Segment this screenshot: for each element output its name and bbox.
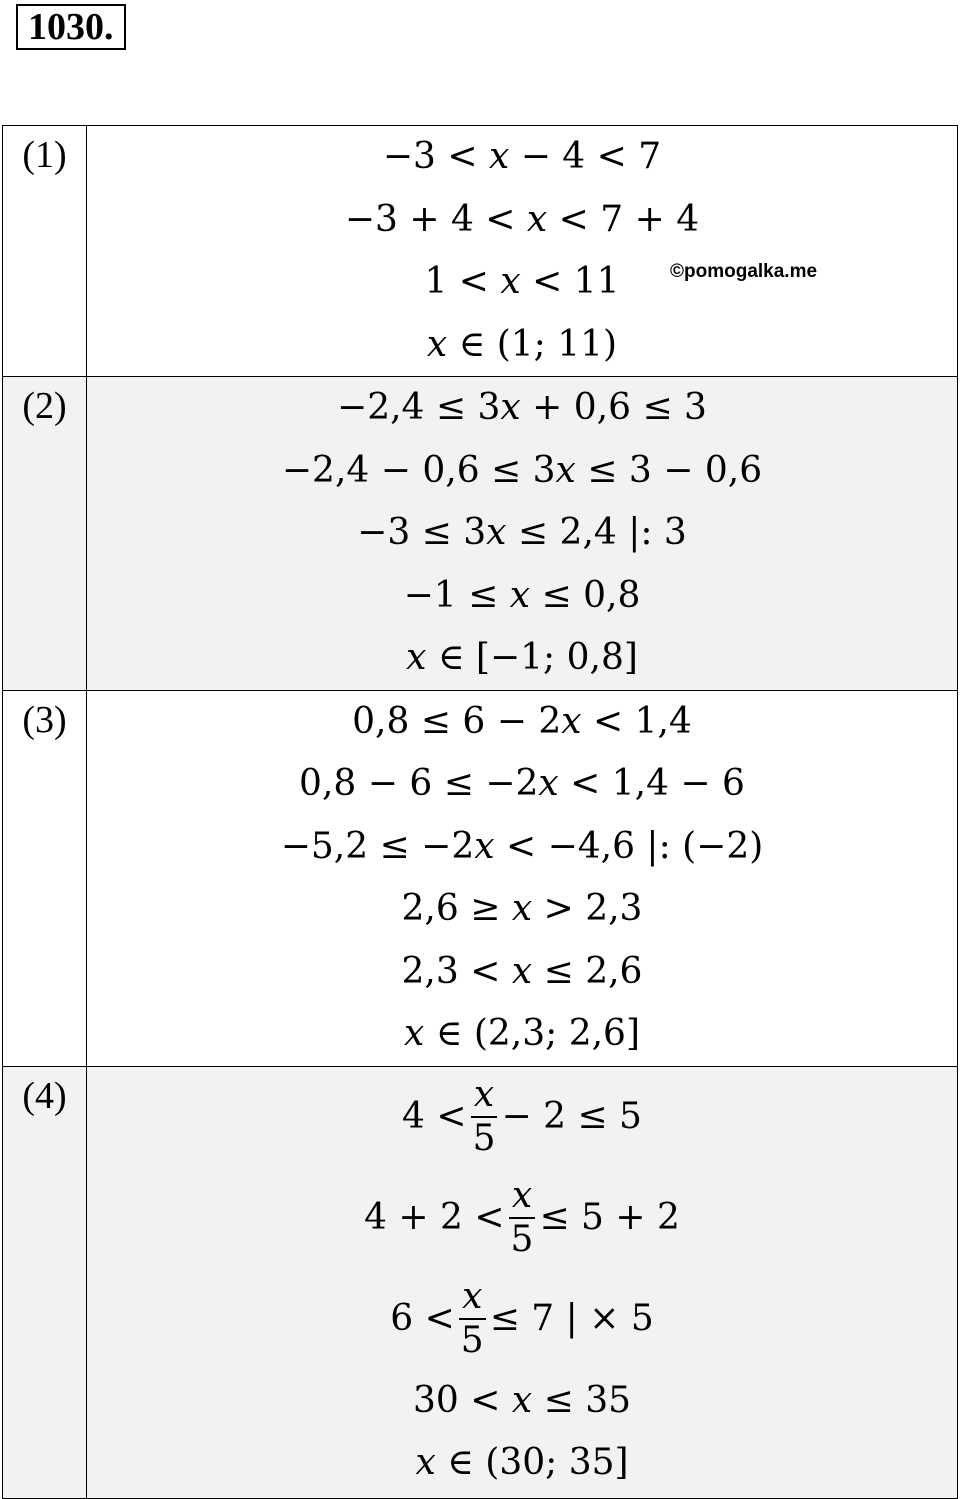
math-line: 2,3 < 𝑥 ≤ 2,6 — [401, 950, 643, 992]
math-line: 𝑥 ∈ (30; 35] — [415, 1442, 629, 1483]
math-line: 0,8 − 6 ≤ −2𝑥 < 1,4 − 6 — [299, 763, 745, 804]
expr-right: ≤ 7 | × 5 — [489, 1297, 654, 1339]
fraction-numerator: 𝑥 — [462, 1276, 483, 1317]
math-line-fraction — [87, 1269, 957, 1370]
fraction-denominator: 5 — [472, 1118, 496, 1159]
math-line: −3 + 4 < 𝑥 < 7 + 4 — [344, 198, 700, 240]
expr-right: − 2 ≤ 5 — [501, 1095, 642, 1137]
solution-row-3 — [3, 690, 958, 1066]
math-line: −2,4 ≤ 3𝑥 + 0,6 ≤ 3 — [337, 387, 707, 428]
fraction — [459, 1276, 486, 1361]
solution-row-4 — [3, 1066, 958, 1498]
fraction-denominator: 5 — [510, 1219, 534, 1260]
math-line-fraction — [87, 1067, 957, 1168]
math-line-fraction — [87, 1168, 957, 1269]
math-line: 2,6 ≥ 𝑥 > 2,3 — [401, 888, 643, 929]
math-line: −2,4 − 0,6 ≤ 3𝑥 ≤ 3 − 0,6 — [281, 449, 763, 491]
math-line: −3 ≤ 3𝑥 ≤ 2,4 |: 3 — [357, 512, 687, 553]
math-line: 𝑥 ∈ (1; 11) — [426, 323, 618, 365]
expr-left: 6 < — [390, 1297, 455, 1339]
row-label: (2) — [3, 377, 87, 691]
fraction-numerator: 𝑥 — [473, 1074, 495, 1115]
fraction — [471, 1074, 498, 1159]
math-line: 𝑥 ∈ (2,3; 2,6] — [403, 1013, 640, 1054]
math-line: 𝑥 ∈ [−1; 0,8] — [406, 637, 638, 678]
row-label: (1) — [3, 126, 87, 377]
expr-left: 4 < — [402, 1095, 467, 1137]
fraction-denominator: 5 — [460, 1320, 484, 1361]
problem-number — [16, 4, 126, 50]
fraction-numerator: 𝑥 — [511, 1175, 533, 1216]
fraction — [509, 1175, 536, 1260]
math-line: 30 < 𝑥 ≤ 35 — [412, 1379, 632, 1421]
math-line: 1 < 𝑥 < 11 — [424, 261, 620, 302]
row-work — [87, 377, 958, 691]
row-work — [87, 690, 958, 1066]
math-line: −3 < 𝑥 − 4 < 7 — [382, 136, 662, 177]
solution-row-1 — [3, 126, 958, 377]
row-work — [87, 1066, 958, 1498]
math-line: −1 ≤ 𝑥 ≤ 0,8 — [403, 574, 641, 616]
row-work — [87, 126, 958, 377]
solution-row-2 — [3, 377, 958, 691]
expr-left: 4 + 2 < — [364, 1196, 505, 1238]
row-label: (4) — [3, 1066, 87, 1498]
watermark: ©pomogalka.me — [670, 261, 818, 282]
row-label: (3) — [3, 690, 87, 1066]
math-line: 0,8 ≤ 6 − 2𝑥 < 1,4 — [352, 700, 692, 742]
problem-number-text: 1030. — [28, 6, 114, 48]
solution-table — [2, 125, 958, 1499]
expr-right: ≤ 5 + 2 — [539, 1196, 680, 1238]
math-line: −5,2 ≤ −2𝑥 < −4,6 |: (−2) — [280, 825, 764, 867]
